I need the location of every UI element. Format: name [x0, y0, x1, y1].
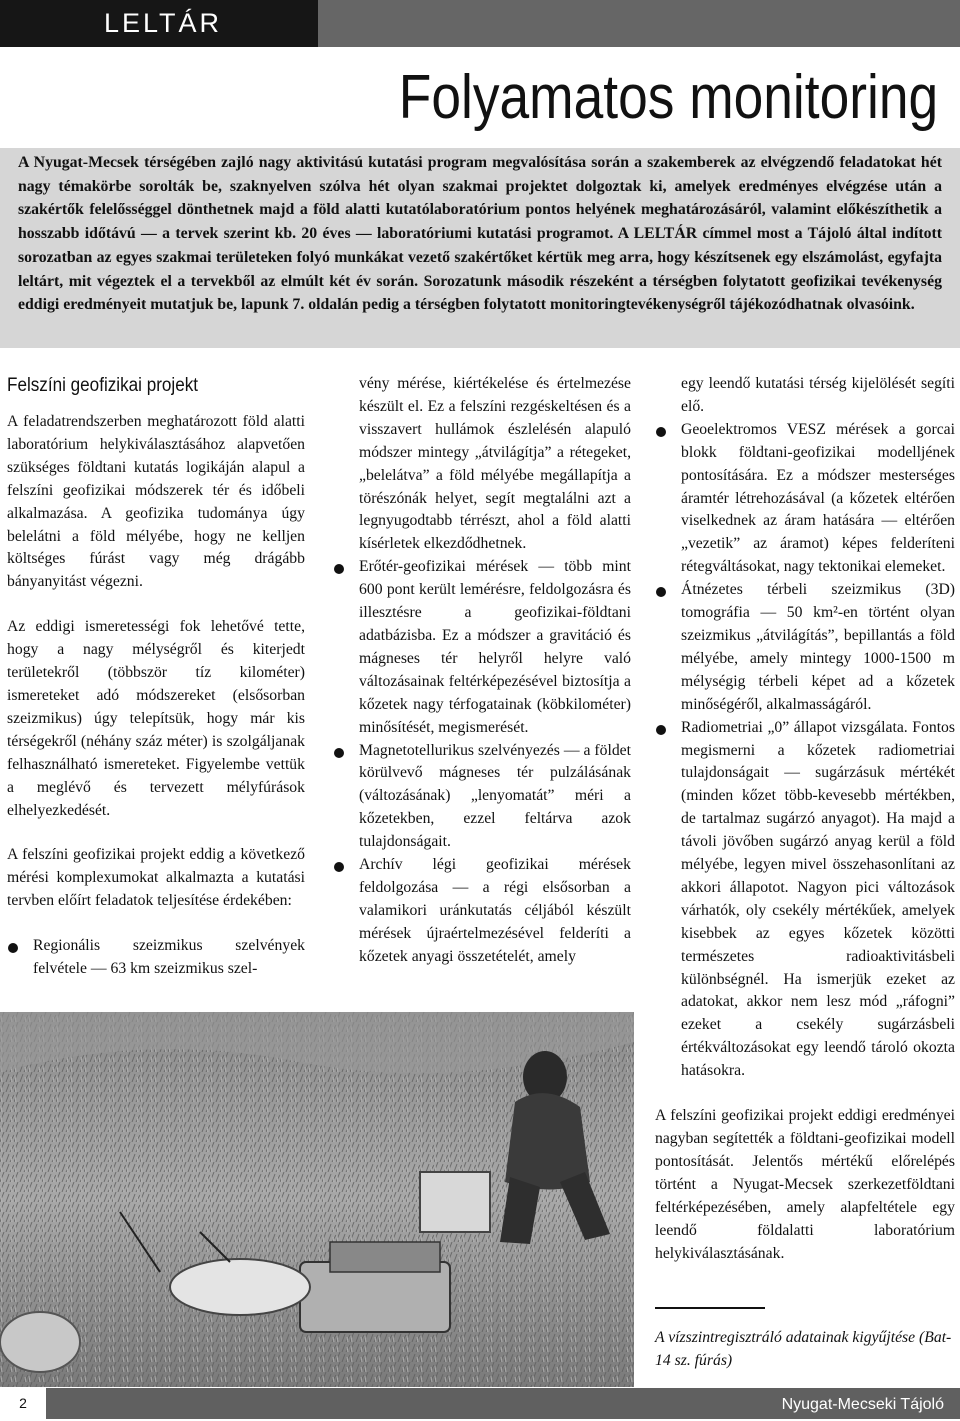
column-2: [333, 373, 631, 969]
list-item: Átnézetes térbeli szeizmikus (3D) tomográfia — 50 km²-en történt olyan szeizmikus „átvilágítás”, bepillantás a föld mélyébe, amely mintegy 1000-1500 m mélységig térbeli képet ad a kőzetek minőségéről, alkalmasságáról.: [655, 579, 955, 716]
photo-caption: A vízszintregisztráló adatainak kigyűjtése (Bat-14 sz. fúrás): [655, 1329, 952, 1369]
list-item: Magnetotellurikus szelvényezés — a földet körülvevő mágneses tér pulzálásának (változásának) „lenyomatát” méri a kőzetekben, ezzel feltárva azok tulajdonságait.: [333, 740, 631, 855]
list-item: Regionális szeizmikus szelvények felvétele — 63 km szeizmikus szel-: [7, 935, 305, 981]
paragraph-continuation: egy leendő kutatási térség kijelölését segíti elő.: [681, 375, 955, 415]
lead-box: [0, 148, 960, 348]
bullet-list: [655, 419, 955, 1083]
page-title: Folyamatos monitoring: [398, 63, 938, 132]
section-heading: Felszíni geofizikai projekt: [7, 375, 199, 396]
paragraph: Az eddigi ismeretességi fok lehetővé tette, hogy a nagy mélységről és kiterjedt területekről (többször tíz kilométer) ismereteket adó módszereket (elsősorban szeizmikus) úgy telepítsük, hogy már kis térségekről (néhány száz méter) is szolgáljanak felhasználható ismereteket. Figyelembe vettük a meglévő és tervezett mélyfúrások elhelyezkedését.: [7, 618, 305, 819]
paragraph: A feladatrendszerben meghatározott föld alatti laboratórium helykiválasztásához alapvetően szükséges földtani kutatás logikáján alapul a felszíni geofizikai módszerek tér és időbeli alkalmazása. A geofizika tudománya úgy belelátni a föld mélyébe, hogy ne kelljen költséges fúrást vagy még drágább bányanyitást végezni.: [7, 413, 305, 591]
paragraph-continuation: vény mérése, kiértékelése és értelmezése készült el. Ez a felszíni rezgéskeltésen és a visszavert hullámok észlelésén alapuló módszer mintegy „átvilágítja” a rétegeket, „belelátva” a föld mélyébe megállapítja a törészónák helyet, segít megtalálni azt a legnyugodtabb térrészt, ahol a föld alatti kísérletek elkezdődhetnek.: [359, 375, 631, 553]
list-item: Radiometriai „0” állapot vizsgálata. Fontos megismerni a kőzetek radiometriai tulajdonságait — sugárzásuk mértékét (minden kőzet több-kevesebb mértékben, de tartalmaz sugárzó anyagot). Ha majd a távoli jövőben sugárzó anyag kerül a föld mélyébe, legyen mivel összehasonlítani az akkori állapotot. Nagyon pici változások várhatók, oly csekély mértékűek, amelyek kisebbek az egyes kőzetek közötti természetes radioaktivitásbeli különbségnél. Ha ismerjük ezeket az adatokat, akkor nem lesz mód „ráfogni” ezeket a csekély sugárzásbeli értékváltozásokat egy leendő tároló okozta hatásokra.: [655, 717, 955, 1084]
list-item: Erőtér-geofizikai mérések — több mint 600 pont került lemérésre, feldolgozásra és illesztésre a geofizikai-földtani adatbázisba. Ez a módszer a gravitáció és mágneses tér helyről helyre való változásainak feltérképezésével biztosítja a kőzetek nagy térfogatainak (köbkilométer) minősítését, megismerését.: [333, 556, 631, 739]
column-3: [655, 373, 955, 1265]
caption-divider: [655, 1307, 765, 1309]
bullet-list: [7, 935, 305, 981]
publication-name: Nyugat-Mecseki Tájoló: [781, 1396, 944, 1413]
lead-paragraph: A Nyugat-Mecsek térségében zajló nagy aktivitású kutatási program megvalósítása során a szakemberek az elvégzendő feladatokat hét nagy témakörbe sorolták be, szaknyelven szólva hét olyan szakmai projektet dolgoztak ki, amelyek eredményes elvégzése után a szakértők felelősséggel dönthetnek majd a föld alatti kutatólaboratórium pontos helyének meghatározásáról, valamint előkészíthetik a hosszabb időtávú — a tervek szerint kb. 20 éves — laboratóriumi kutatási programot. A LELTÁR címmel most a Tájoló által indított sorozatban az egyes szakmai területeken folyó munkákat vezető szakértőket kértük meg arra, hogy készítsenek egy elszámolást, egyfajta leltárt, mit végeztek el a tervekből az elmúlt két év során. Sorozatunk második részeként a térségben folytatott geofizikai tevékenység eddigi eredményeit mutatjuk be, lapunk 7. oldalán pedig a térségben folytatott monitoringtevékenységről tájékozódhatnak olvasóink.: [18, 154, 942, 314]
section-tag: LELTÁR: [0, 0, 318, 47]
bullet-list: [333, 556, 631, 968]
field-photo: [0, 1012, 634, 1387]
list-item: Geoelektromos VESZ mérések a gorcai blokk földtani-geofizikai modelljének pontosítására. Ez a módszer mesterséges áramtér létrehozásával (a kőzetek eltérően viselkednek az áram hatására — eltérően „vezetik” az áramot) képes felderíteni rétegváltásokat, nagy tektonikai elemeket.: [655, 419, 955, 579]
page-number: 2: [0, 1388, 46, 1419]
paragraph: A felszíni geofizikai projekt eddig a következő mérési komplexumokat alkalmazta a kutatási tervben előírt feladatok teljesítése érdekében:: [7, 846, 305, 910]
column-1: [7, 373, 305, 981]
list-item: Archív légi geofizikai mérések feldolgozása — a régi elsősorban a valamikori uránkutatás céljából készült mérések újraértelmezésével felderíti a kőzetek anyagi összetételét, amely: [333, 854, 631, 969]
closing-paragraph: A felszíni geofizikai projekt eddigi eredményei nagyban segítették a földtani-geofizikai modell pontosítását. Jelentős mértékű előrelépés történt a Nyugat-Mecsek szerkezetföldtani feltérképezésében, amely alapfeltétele egy leendő földalatti laboratórium helykiválasztásának.: [655, 1107, 955, 1262]
